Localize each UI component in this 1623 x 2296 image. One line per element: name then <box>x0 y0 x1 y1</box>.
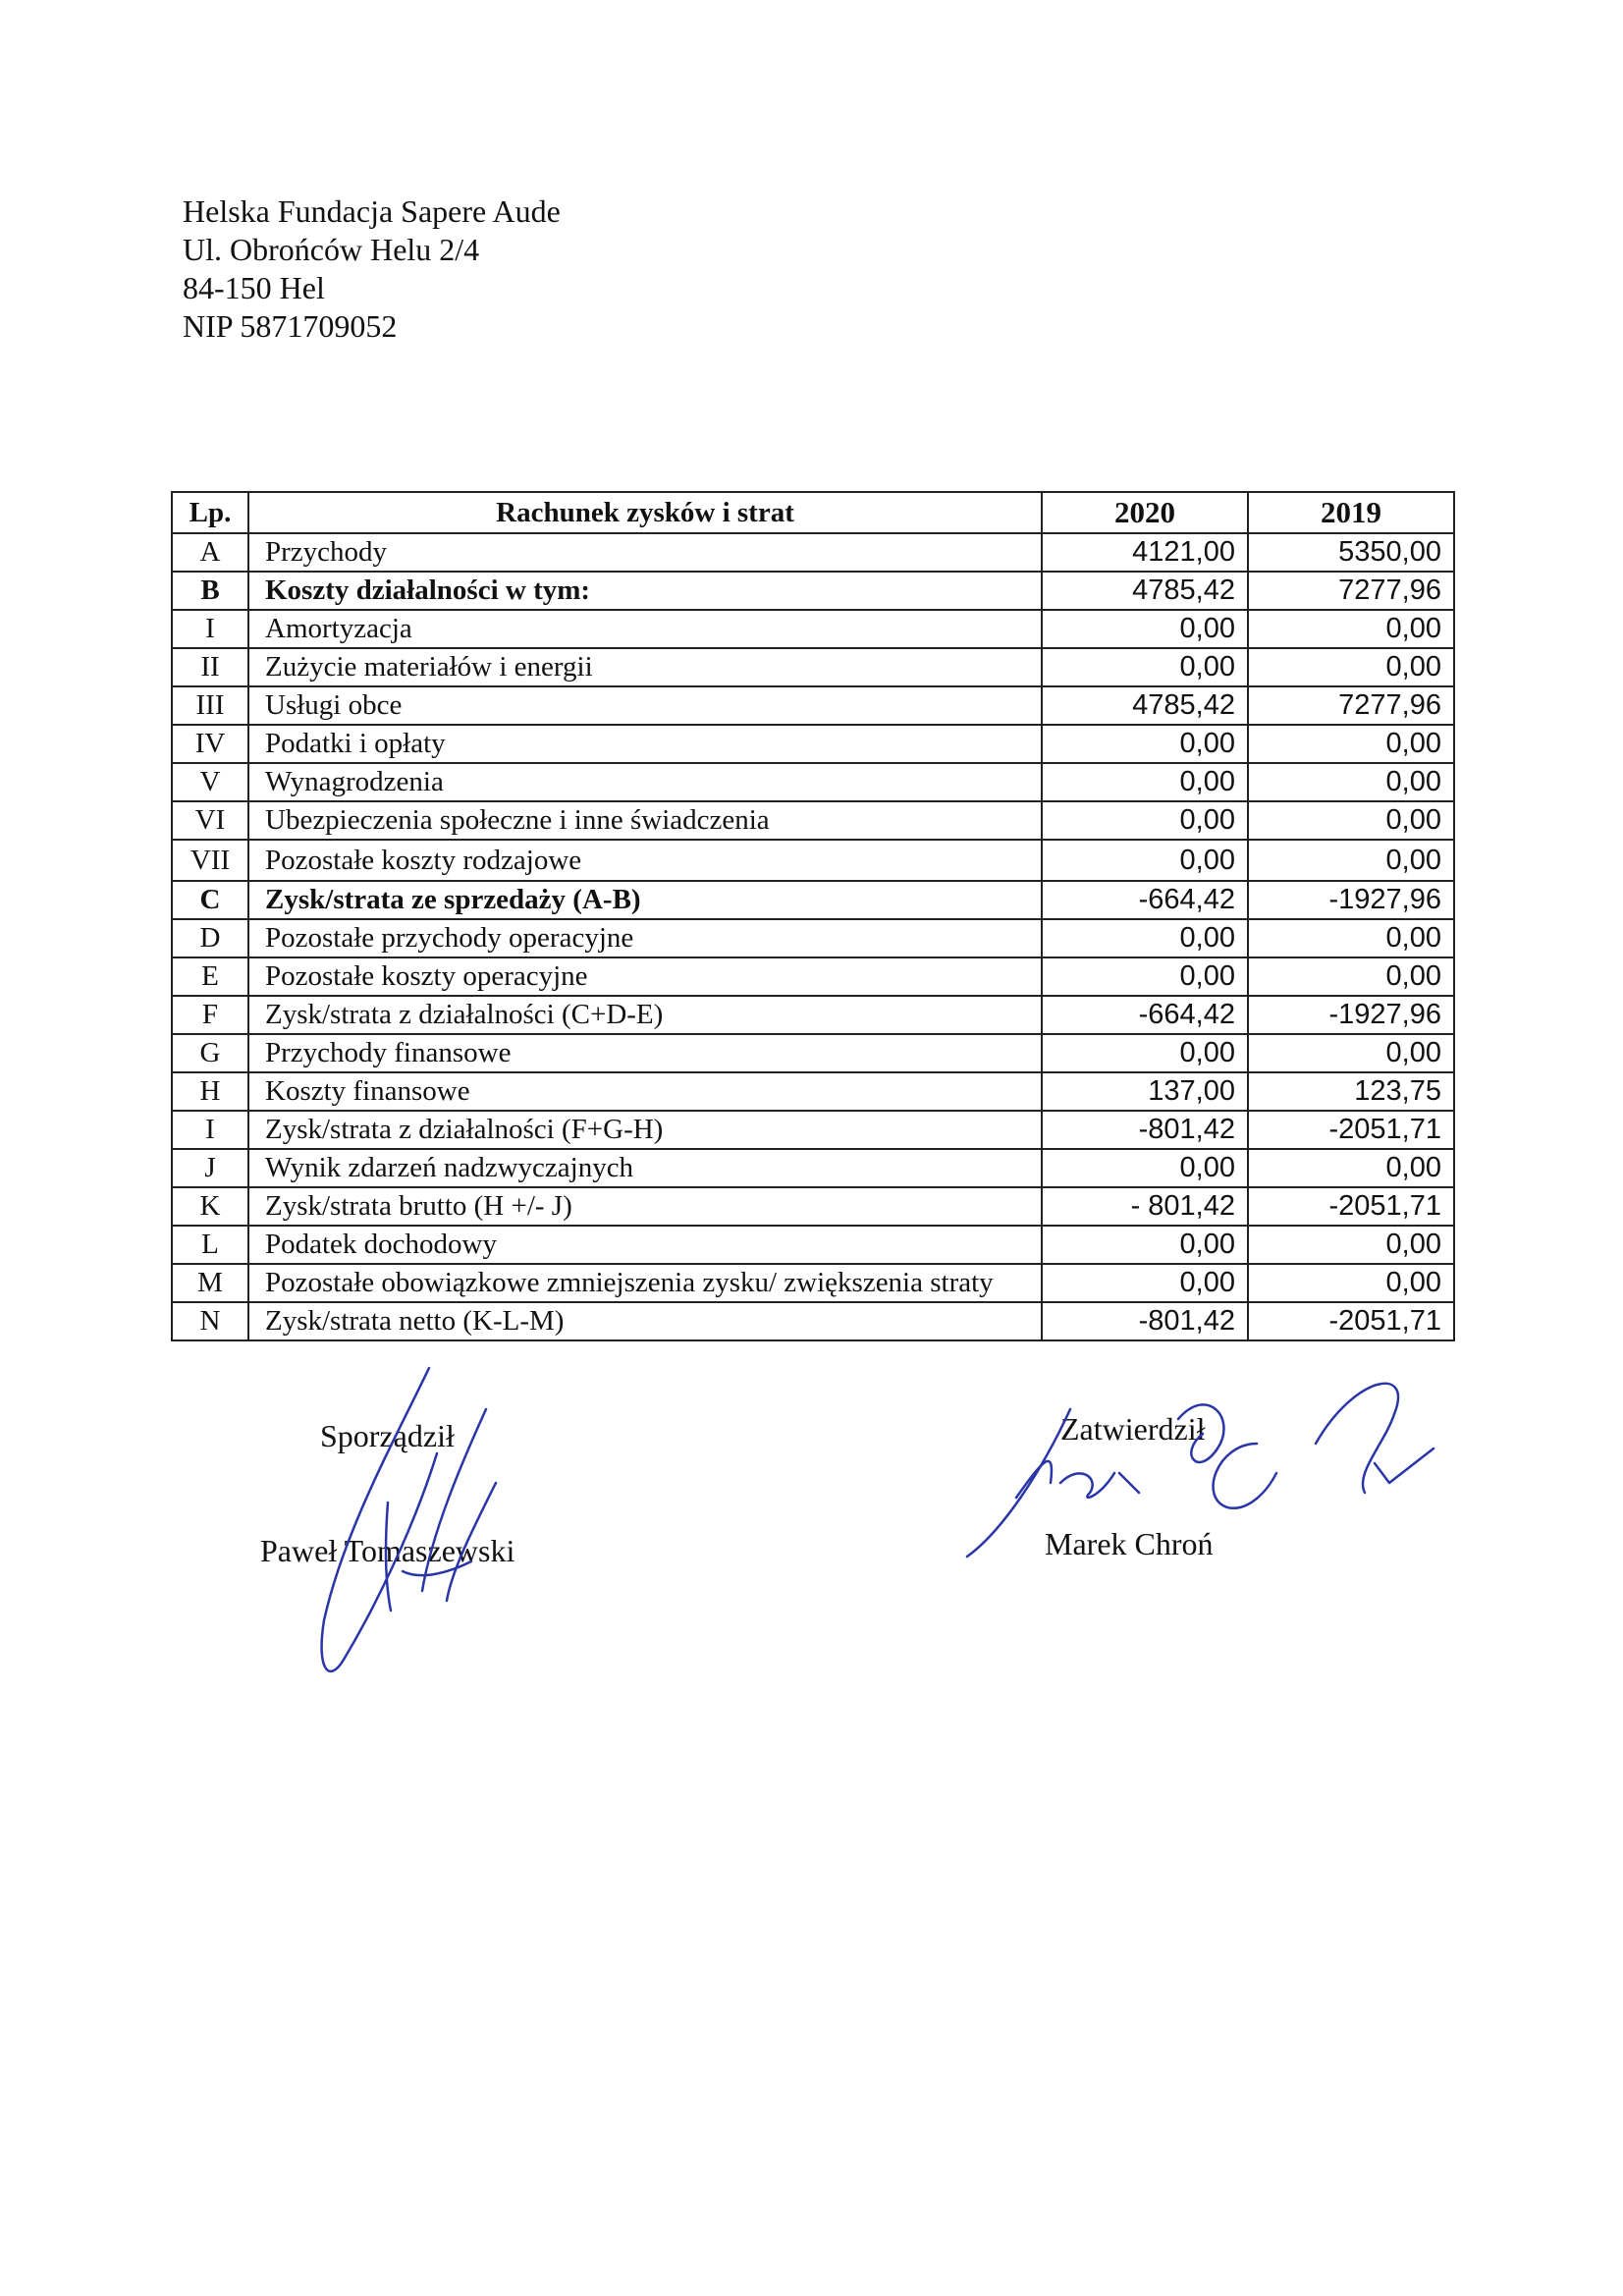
row-value-2020: 4785,42 <box>1042 686 1248 725</box>
row-value-2019: 0,00 <box>1248 1034 1454 1072</box>
row-lp: VII <box>172 840 248 881</box>
row-value-2020: 4785,42 <box>1042 572 1248 610</box>
row-value-2020: 0,00 <box>1042 919 1248 957</box>
row-value-2019: 0,00 <box>1248 1226 1454 1264</box>
row-value-2019: -1927,96 <box>1248 996 1454 1034</box>
row-label: Zysk/strata ze sprzedaży (A-B) <box>248 881 1042 919</box>
organization-name: Helska Fundacja Sapere Aude <box>183 193 561 229</box>
row-label: Podatek dochodowy <box>248 1226 1042 1264</box>
row-lp: G <box>172 1034 248 1072</box>
row-lp: E <box>172 957 248 996</box>
row-value-2020: -801,42 <box>1042 1302 1248 1340</box>
row-value-2020: 137,00 <box>1042 1072 1248 1111</box>
row-label: Zysk/strata netto (K-L-M) <box>248 1302 1042 1340</box>
header-year-2019: 2019 <box>1248 492 1454 533</box>
row-label: Koszty działalności w tym: <box>248 572 1042 610</box>
row-label: Podatki i opłaty <box>248 725 1042 763</box>
row-label: Pozostałe przychody operacyjne <box>248 919 1042 957</box>
row-value-2019: -2051,71 <box>1248 1187 1454 1226</box>
row-value-2019: 0,00 <box>1248 801 1454 840</box>
row-value-2019: -1927,96 <box>1248 881 1454 919</box>
organization-city: 84-150 Hel <box>183 270 325 305</box>
row-value-2019: 0,00 <box>1248 957 1454 996</box>
signature-approved <box>967 1384 1434 1557</box>
row-lp: II <box>172 648 248 686</box>
row-lp: J <box>172 1149 248 1187</box>
row-value-2020: 0,00 <box>1042 840 1248 881</box>
row-value-2020: 0,00 <box>1042 648 1248 686</box>
row-lp: A <box>172 533 248 572</box>
row-label: Usługi obce <box>248 686 1042 725</box>
row-value-2020: 0,00 <box>1042 1264 1248 1302</box>
row-label: Zużycie materiałów i energii <box>248 648 1042 686</box>
row-value-2019: 7277,96 <box>1248 572 1454 610</box>
row-lp: D <box>172 919 248 957</box>
row-value-2019: 0,00 <box>1248 648 1454 686</box>
row-value-2019: 0,00 <box>1248 610 1454 648</box>
row-lp: V <box>172 763 248 801</box>
row-lp: IV <box>172 725 248 763</box>
prepared-by-label: Sporządził <box>320 1418 455 1453</box>
row-lp: H <box>172 1072 248 1111</box>
row-label: Wynik zdarzeń nadzwyczajnych <box>248 1149 1042 1187</box>
row-value-2019: -2051,71 <box>1248 1111 1454 1149</box>
header-year-2020: 2020 <box>1042 492 1248 533</box>
approved-by-name: Marek Chroń <box>1045 1526 1214 1561</box>
row-lp: F <box>172 996 248 1034</box>
row-value-2020: - 801,42 <box>1042 1187 1248 1226</box>
row-value-2019: 0,00 <box>1248 763 1454 801</box>
organization-nip: NIP 5871709052 <box>183 308 398 344</box>
row-label: Pozostałe koszty operacyjne <box>248 957 1042 996</box>
row-label: Przychody <box>248 533 1042 572</box>
row-value-2019: -2051,71 <box>1248 1302 1454 1340</box>
row-lp: I <box>172 610 248 648</box>
row-lp: N <box>172 1302 248 1340</box>
prepared-by-name: Paweł Tomaszewski <box>260 1533 515 1568</box>
approved-by-label: Zatwierdził <box>1060 1411 1206 1447</box>
row-lp: B <box>172 572 248 610</box>
row-value-2020: 0,00 <box>1042 763 1248 801</box>
row-value-2019: 0,00 <box>1248 725 1454 763</box>
row-value-2020: -664,42 <box>1042 996 1248 1034</box>
row-label: Amortyzacja <box>248 610 1042 648</box>
row-label: Pozostałe obowiązkowe zmniejszenia zysku/ zwiększenia straty <box>248 1264 1042 1302</box>
row-value-2019: 0,00 <box>1248 919 1454 957</box>
row-value-2020: 0,00 <box>1042 1149 1248 1187</box>
header-title: Rachunek zysków i strat <box>248 492 1042 533</box>
row-lp: I <box>172 1111 248 1149</box>
row-label: Zysk/strata brutto (H +/- J) <box>248 1187 1042 1226</box>
row-value-2020: 0,00 <box>1042 725 1248 763</box>
row-lp: VI <box>172 801 248 840</box>
signature-prepared <box>322 1368 496 1671</box>
row-value-2020: 0,00 <box>1042 1034 1248 1072</box>
row-value-2019: 7277,96 <box>1248 686 1454 725</box>
row-label: Pozostałe koszty rodzajowe <box>248 840 1042 881</box>
row-lp: III <box>172 686 248 725</box>
row-value-2019: 123,75 <box>1248 1072 1454 1111</box>
row-lp: C <box>172 881 248 919</box>
row-lp: L <box>172 1226 248 1264</box>
row-value-2019: 0,00 <box>1248 840 1454 881</box>
header-lp: Lp. <box>172 492 248 533</box>
organization-street: Ul. Obrońców Helu 2/4 <box>183 232 480 267</box>
row-label: Zysk/strata z działalności (F+G-H) <box>248 1111 1042 1149</box>
row-value-2020: -801,42 <box>1042 1111 1248 1149</box>
row-value-2020: 4121,00 <box>1042 533 1248 572</box>
row-value-2020: -664,42 <box>1042 881 1248 919</box>
row-label: Przychody finansowe <box>248 1034 1042 1072</box>
row-label: Wynagrodzenia <box>248 763 1042 801</box>
row-label: Koszty finansowe <box>248 1072 1042 1111</box>
row-value-2019: 5350,00 <box>1248 533 1454 572</box>
row-value-2020: 0,00 <box>1042 610 1248 648</box>
row-value-2020: 0,00 <box>1042 957 1248 996</box>
row-label: Ubezpieczenia społeczne i inne świadczenia <box>248 801 1042 840</box>
row-value-2020: 0,00 <box>1042 801 1248 840</box>
row-lp: K <box>172 1187 248 1226</box>
row-label: Zysk/strata z działalności (C+D-E) <box>248 996 1042 1034</box>
row-value-2020: 0,00 <box>1042 1226 1248 1264</box>
row-value-2019: 0,00 <box>1248 1264 1454 1302</box>
row-lp: M <box>172 1264 248 1302</box>
row-value-2019: 0,00 <box>1248 1149 1454 1187</box>
